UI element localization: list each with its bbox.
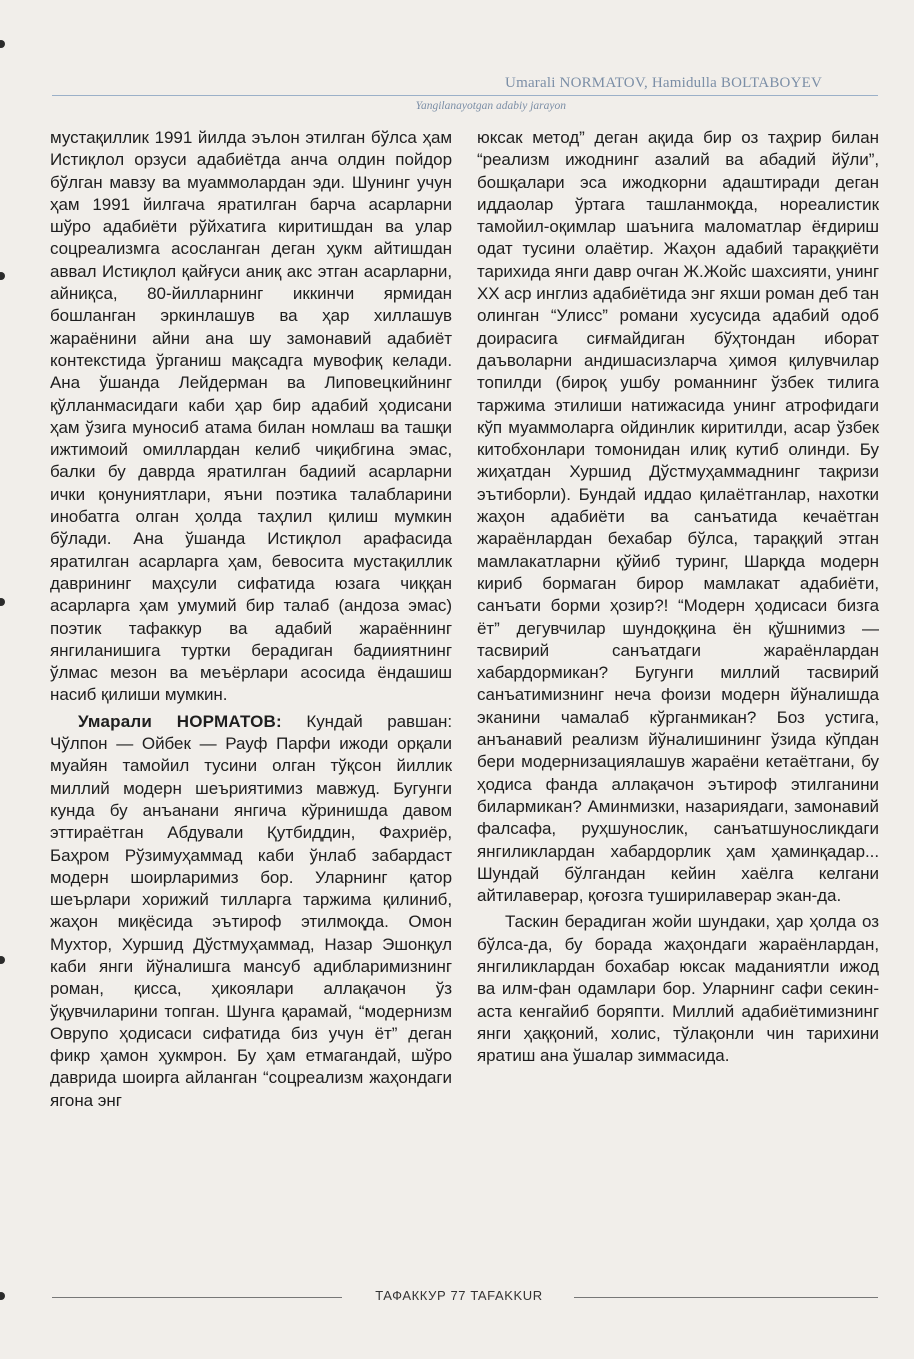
- binding-hole: [0, 1292, 5, 1300]
- binding-hole: [0, 956, 5, 964]
- binding-hole: [0, 272, 5, 280]
- left-column: [50, 127, 452, 1112]
- paragraph-text: Кундай равшан: Чўлпон — Ойбек — Рауф Парфи ижоди орқали муайян тамойил тусини олган тўқсон йиллик миллий модерн шеъриятимиз мавжуд. Бугунги кунда бу анъанани янгича кўринишда давом эттираётган Абдували Қутбиддин, Фахриёр, Баҳром Рўзимуҳаммад каби ўнлаб забардаст модерн шоирларимиз бор. Уларнинг қатор шеърлари хорижий тилларга таржима қилиниб, жаҳон миқёсида эътироф этилмоқда. Омон Мухтор, Хуршид Дўстмуҳаммад, Назар Эшонқул каби янги йўналишга мансуб адибларимизнинг роман, қисса, ҳикоялари аллақачон ўз ўқувчиларини топган. Шунга қарамай, “модернизм Оврупо ҳодисаси сифатида биз учун ёт” деган фикр ҳамон ҳукмрон. Бу ҳам етмагандай, шўро даврида шоирга айланган “соцреализм жаҳондаги ягона энг: [50, 711, 452, 1110]
- running-head-authors: Umarali NORMATOV, Hamidulla BOLTABOYEV: [505, 75, 822, 91]
- binding-hole: [0, 40, 5, 48]
- paragraph: Таскин берадиган жойи шундаки, ҳар ҳолда оз бўлса-да, бу борада жаҳондаги жараёнлардан, янгиликлардан бохабар юксак маданиятли ижод ва илм-фан одамлари бор. Уларнинг сафи секин-аста кенгайиб боряпти. Миллий адабиётимизнинг янги ҳаққоний, холис, тўлақонли чин тарихини яратиш ана ўшалар зиммасида.: [477, 912, 879, 1066]
- footer-rule: [52, 1297, 342, 1298]
- footer-page-number: ТАФАККУР 77 TAFAKKUR: [375, 1288, 543, 1303]
- paragraph: мустақиллик 1991 йилда эълон этилган бўлса ҳам Истиқлол орзуси адабиётда анча олдин пойдор бўлган мавзу ва муаммолардан эди. Шунинг учун ҳам 1991 йилгача яратилган барча асарларни шўро адабиёти рўйхатига киритишдан ва улар соцреализмга асосланган деган ҳукм айтишдан аввал Истиқлол қайғуси аниқ акс этган асарларни, айниқса, 80-йилларнинг иккинчи ярмидан бошланган эркинлашув ва ҳар хиллашув жараёнини айни ана шу замонавий адабиёт контекстида ўрганиш мақсадга мувофиқ келади. Ана ўшанда Лейдерман ва Липовецкийнинг қўлланмасидаги каби ҳар бир адабий ҳодисани ҳам ўзига муносиб атама билан номлаш ва ташқи ижтимоий омиллардан келиб чиқибгина эмас, балки бу даврда яратилган бадиий асарларни ички қонуниятлари, яъни поэтика талабларини инобатга олган ҳолда таҳлил қилиш мумкин бўлади. Ана ўшанда Истиқлол арафасида яратилган асарларга ҳам, бевосита мустақиллик даврининг маҳсули сифатида юзага чиққан асарларга ҳам умумий бир талаб (андоза эмас) поэтик тафаккур ва адабий жараённинг янгиланишига туртки берадиган бадииятнинг ўлмас мезон ва меъёрлари асосида ёндашиш насиб қилиши мумкин.: [50, 128, 452, 705]
- page-footer: [52, 1286, 878, 1308]
- running-head: [52, 74, 878, 113]
- paragraph: юксак метод” деган ақида бир оз таҳрир билан “реализм ижоднинг азалий ва абадий йўли”, бошқалари эса ижодкорни адаштиради деган иддаолар ўртага ташланмоқда, нореалистик тамойил-оқимлар шаънига маломатлар ёғдириш одат тусини олаётир. Жаҳон адабий тараққиёти тарихида янги давр очган Ж.Жойс шахсияти, унинг XX аср инглиз адабиётида энг яхши роман деб тан олинган “Улисс” романи хусусида адабий одоб доирасига сиғмайдиган бўҳтондан иборат даъволарни андишасизларча ҳимоя қилувчилар топилди (бироқ ушбу романнинг ўзбек тилига таржима этилиши натижасида унинг атрофидаги кўп муаммоларга ойдинлик киритилди, асар ўзбек китобхонлари томонидан илиқ кутиб олинди. Бу жиҳатдан Хуршид Дўстмуҳаммаднинг тақризи эътиборли). Бундай иддао қилаётганлар, нахотки жаҳон адабиёти ва санъатида кечаётган жараёнлардан бехабар бўлса, тараққий этган мамлакатларни қўйиб туринг, Шарқда модерн кириб бормаган бирор мамлакат адабиёти, санъати борми ҳозир?! “Модерн ҳодисаси бизга ёт” дегувчилар шундоққина ён қўшнимиз — тасвирий санъатдаги жараёнлардан хабардормикан? Бугунги миллий тасвирий санъатимизнинг неча фоизи модерн йўналишда эканини чамалаб кўрганмикан? Боз устига, анъанавий реализм йўналишининг ўзида кўпдан бери модернизациялашув жараёни кетаётгани, бу ҳодиса фанда аллақачон эътироф этилганини билармикан? Аминмизки, назариядаги, замонавий фалсафа, руҳшунослик, санъатшуносликдаги янгиликлардан хабардорлик ҳам ҳаминқадар... Шундай бўлгандан кейин хаёлга келгани айтилаверар, қоғозга туширилаверар экан-да.: [477, 128, 879, 906]
- running-head-rule: [52, 95, 878, 96]
- footer-rule: [574, 1297, 878, 1298]
- right-column: [477, 127, 879, 1067]
- speaker-name: Умарали НОРМАТОВ:: [78, 711, 282, 731]
- running-head-subtitle: Yangilanayotgan adabiy jarayon: [415, 100, 566, 112]
- paragraph: [50, 711, 452, 1112]
- binding-hole: [0, 598, 5, 606]
